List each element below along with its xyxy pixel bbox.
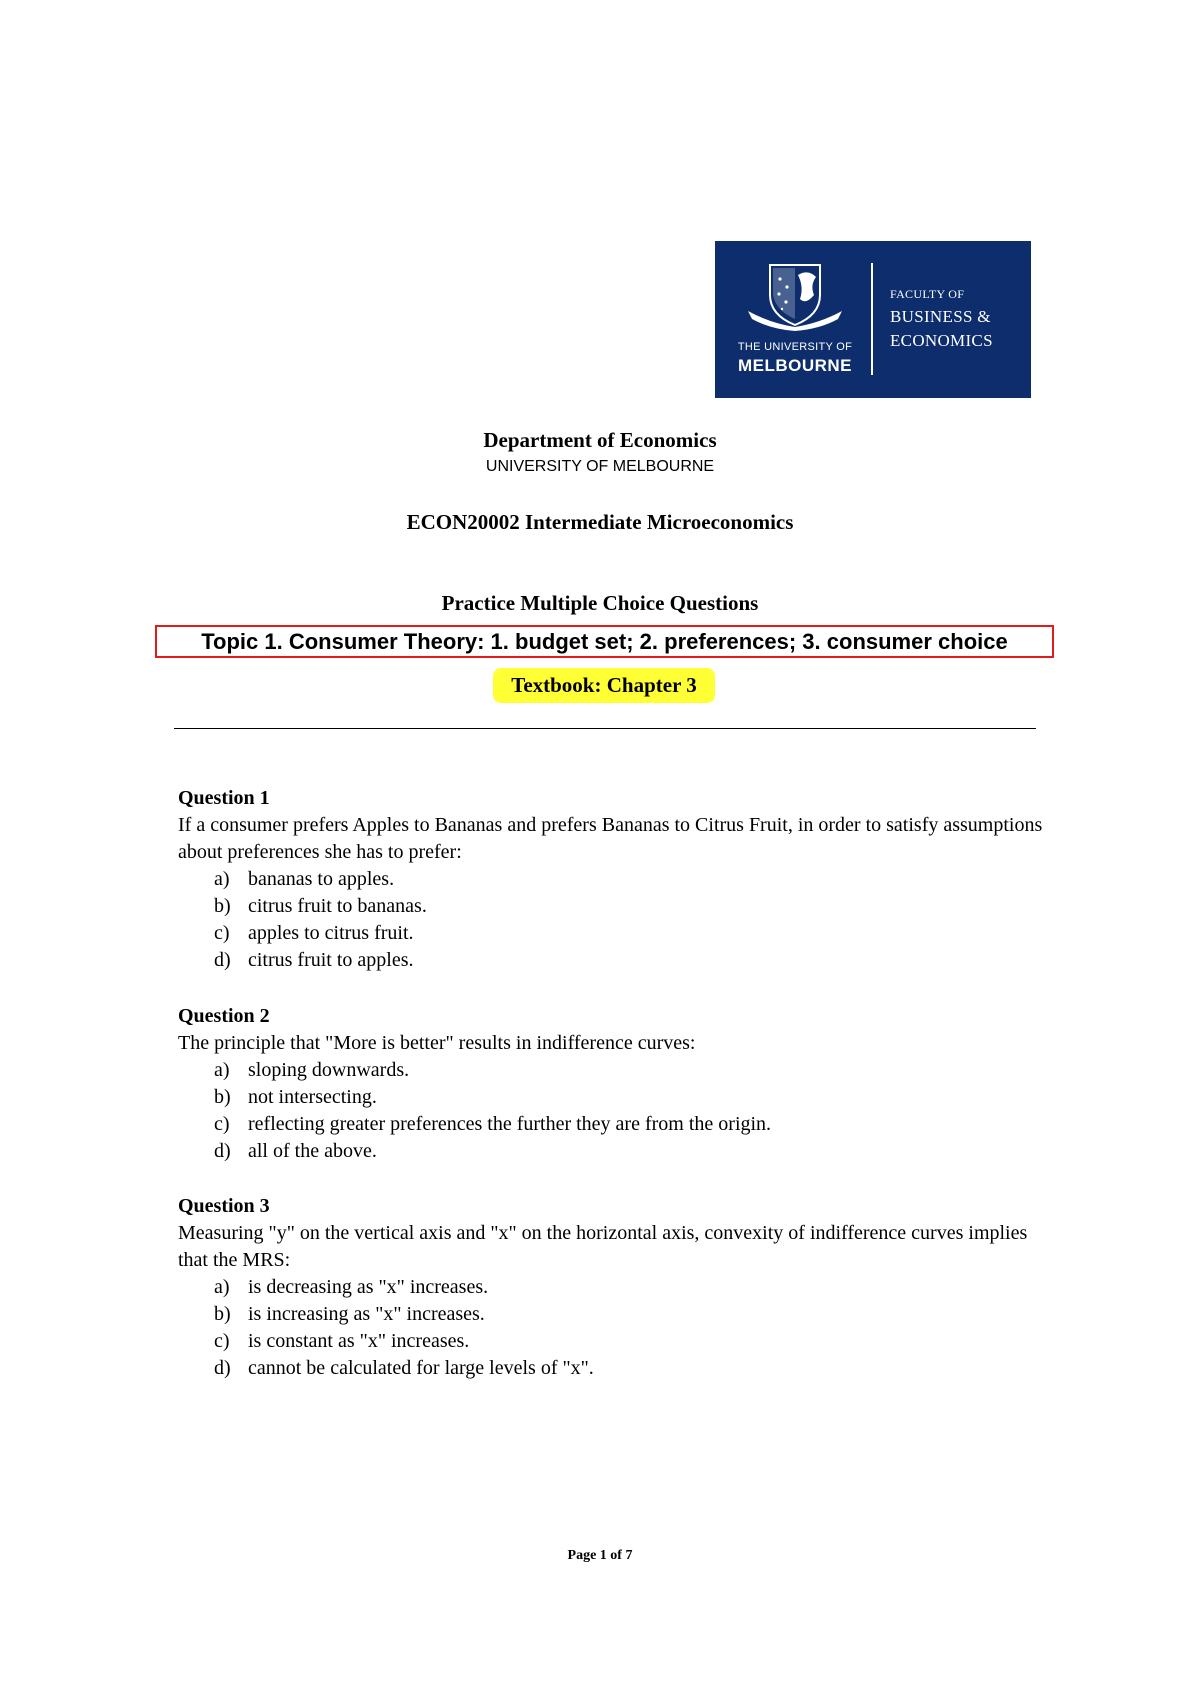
option-text: apples to citrus fruit. xyxy=(248,922,414,944)
department-title: Department of Economics xyxy=(483,428,717,452)
question-title: Question 2 xyxy=(178,1005,270,1027)
university-name: UNIVERSITY OF MELBOURNE xyxy=(485,458,715,475)
option-text: sloping downwards. xyxy=(248,1059,410,1081)
option-label: c) xyxy=(214,922,230,944)
option-item xyxy=(178,947,1058,974)
option-item xyxy=(178,1111,1058,1138)
logo-faculty-line1: BUSINESS & xyxy=(890,307,991,326)
option-item xyxy=(178,893,1058,920)
option-item xyxy=(178,1274,1058,1301)
option-label: d) xyxy=(214,949,231,971)
topic-heading: Topic 1. Consumer Theory: 1. budget set; 2. preferences; 3. consumer choice xyxy=(155,625,1054,658)
option-label: a) xyxy=(214,1059,230,1081)
option-text: cannot be calculated for large levels of "x". xyxy=(248,1357,594,1379)
course-title: ECON20002 Intermediate Microeconomics xyxy=(406,510,794,534)
question-title: Question 1 xyxy=(178,787,270,809)
question-text: Measuring "y" on the vertical axis and "x" on the horizontal axis, convexity of indifference curves implies that the MRS: xyxy=(178,1222,1028,1271)
question-2 xyxy=(178,1003,1058,1165)
option-item xyxy=(178,1328,1058,1355)
logo-faculty-line2: ECONOMICS xyxy=(890,331,993,350)
option-text: reflecting greater preferences the further they are from the origin. xyxy=(248,1113,772,1135)
option-text: citrus fruit to bananas. xyxy=(248,895,427,917)
option-text: bananas to apples. xyxy=(248,868,395,890)
option-item xyxy=(178,1084,1058,1111)
option-text: not intersecting. xyxy=(248,1086,377,1108)
option-item xyxy=(178,866,1058,893)
option-item xyxy=(178,920,1058,947)
option-list xyxy=(178,1274,1058,1382)
question-text: The principle that "More is better" results in indifference curves: xyxy=(178,1032,696,1054)
logo-university-of: THE UNIVERSITY OF xyxy=(737,341,853,353)
option-text: is increasing as "x" increases. xyxy=(248,1303,485,1325)
option-text: is constant as "x" increases. xyxy=(248,1330,470,1352)
horizontal-rule xyxy=(174,728,1036,729)
logo-faculty-of: FACULTY OF xyxy=(890,287,965,301)
option-text: all of the above. xyxy=(248,1140,377,1162)
option-label: c) xyxy=(214,1113,230,1135)
option-list xyxy=(178,1057,1058,1165)
option-item xyxy=(178,1057,1058,1084)
question-title: Question 3 xyxy=(178,1195,270,1217)
option-label: a) xyxy=(214,1276,230,1298)
option-item xyxy=(178,1301,1058,1328)
faculty-logo xyxy=(715,241,1031,398)
option-label: d) xyxy=(214,1140,231,1162)
option-item xyxy=(178,1138,1058,1165)
question-1 xyxy=(178,785,1058,974)
logo-university-name: MELBOURNE xyxy=(737,356,853,375)
option-label: c) xyxy=(214,1330,230,1352)
option-label: b) xyxy=(214,1303,231,1325)
question-3 xyxy=(178,1193,1058,1382)
option-label: b) xyxy=(214,895,231,917)
option-list xyxy=(178,866,1058,974)
textbook-reference: Textbook: Chapter 3 xyxy=(493,668,715,703)
university-crest-icon xyxy=(740,261,850,331)
option-label: a) xyxy=(214,868,230,890)
option-item xyxy=(178,1355,1058,1382)
question-text: If a consumer prefers Apples to Bananas and prefers Bananas to Citrus Fruit, in order to satisfy assumptions about preferences she has to prefer: xyxy=(178,814,1043,863)
option-label: b) xyxy=(214,1086,231,1108)
option-text: citrus fruit to apples. xyxy=(248,949,414,971)
option-text: is decreasing as "x" increases. xyxy=(248,1276,489,1298)
option-label: d) xyxy=(214,1357,231,1379)
practice-subtitle: Practice Multiple Choice Questions xyxy=(441,591,759,615)
logo-divider xyxy=(871,263,873,375)
page-number: Page 1 of 7 xyxy=(567,1548,633,1563)
